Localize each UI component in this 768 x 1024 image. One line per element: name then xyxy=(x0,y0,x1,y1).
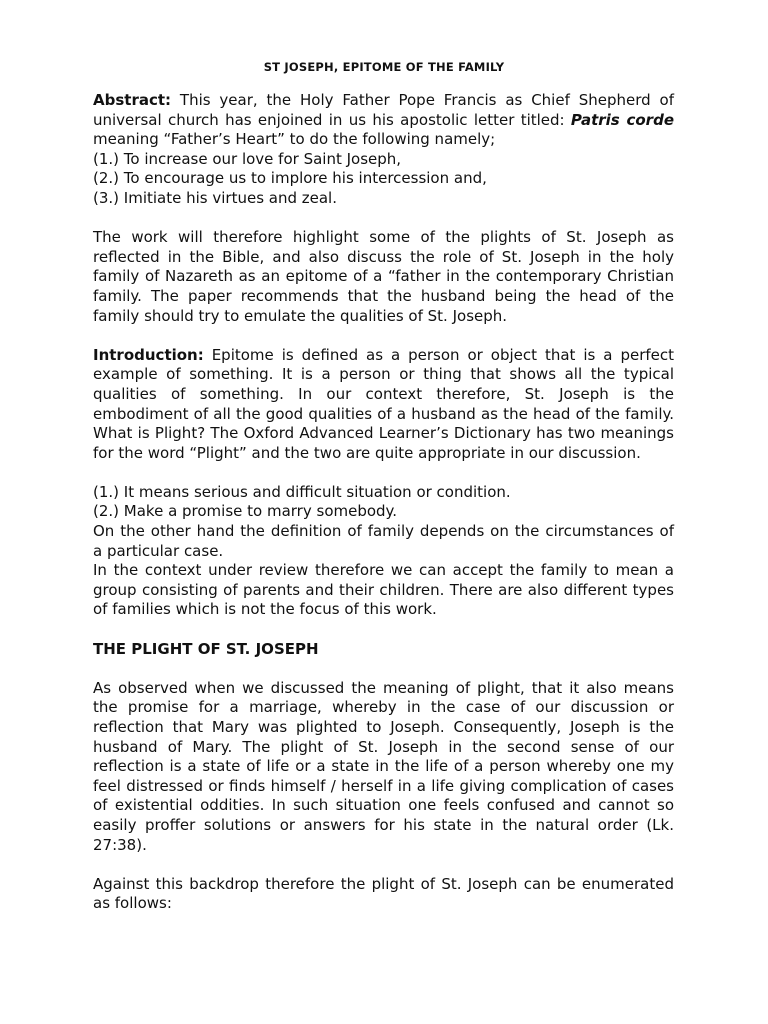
abstract-item: (2.) To encourage us to implore his intercession and, xyxy=(93,169,487,188)
letter-title: Patris corde xyxy=(570,110,674,129)
abstract-text-before: This year, the Holy Father Pope Francis as Chief Shepherd of universal church has enjoined in us his apostolic letter titled: xyxy=(93,91,674,129)
abstract-paragraph xyxy=(93,91,674,150)
abstract-item: (1.) To increase our love for Saint Joseph, xyxy=(93,149,402,168)
abstract-item: (3.) Imitiate his virtues and zeal. xyxy=(93,188,337,207)
plight-paragraph: As observed when we discussed the meaning of plight, that it also means the promise for a marriage, whereby in the case of our discussion or reflection that Mary was plighted to Joseph. Consequently, Joseph is the husband of Mary. The plight of St. Joseph in the second sense of our reflection is a state of life or a state in the life of a person whereby one my feel distressed or finds himself / herself in a life giving complication of cases of existential oddities. In such situation one feels confused and cannot so easily proffer solutions or answers for his state in the natural order (Lk. 27:38). xyxy=(93,678,674,854)
abstract-label: Abstract: xyxy=(93,91,172,109)
document-title: ST JOSEPH, EPITOME OF THE FAMILY xyxy=(263,60,505,74)
meaning-item: (2.) Make a promise to marry somebody. xyxy=(93,502,398,521)
plight-meanings-list xyxy=(93,483,674,522)
introduction-label: Introduction: xyxy=(93,345,204,364)
introduction-paragraph xyxy=(93,346,674,464)
introduction-text: Epitome is defined as a person or object that is a perfect example of something. It is a person or thing that shows all the typical qualities of something. In our context therefore, St. Joseph is the embodiment of all the good qualities of a husband as the head of the family. What is Plight? The Oxford Advanced Learner’s Dictionary has two meanings for the word “Plight” and the two are quite appropriate in our discussion. xyxy=(93,345,674,462)
abstract-list xyxy=(93,150,674,209)
family-paragraph-1: On the other hand the definition of family depends on the circumstances of a particular case. xyxy=(93,522,674,560)
backdrop-paragraph: Against this backdrop therefore the plight of St. Joseph can be enumerated as follows: xyxy=(93,874,674,913)
section-heading: THE PLIGHT OF ST. JOSEPH xyxy=(93,639,319,658)
work-paragraph: The work will therefore highlight some of the plights of St. Joseph as reflected in the Bible, and also discuss the role of St. Joseph in the holy family of Nazareth as an epitome of a “father in the contemporary Christian family. The paper recommends that the husband being the head of the family should try to emulate the qualities of St. Joseph. xyxy=(93,228,674,325)
document-body xyxy=(93,91,674,934)
family-paragraph-2: In the context under review therefore we can accept the family to mean a group consisting of parents and their children. There are also different types of families which is not the focus of this work. xyxy=(93,561,674,619)
abstract-text-after: meaning “Father’s Heart” to do the following namely; xyxy=(93,130,496,149)
meaning-item: (1.) It means serious and difficult situation or condition. xyxy=(93,482,511,501)
